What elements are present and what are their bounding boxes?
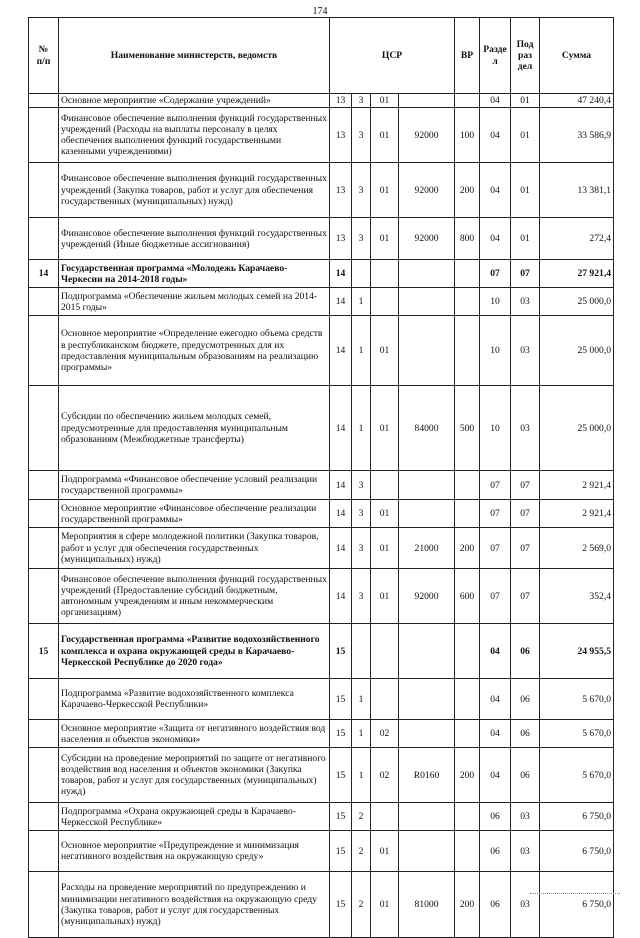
- csr-direction: [399, 500, 455, 528]
- row-razdel: 07: [480, 260, 511, 288]
- row-podrazdel: 01: [511, 108, 540, 163]
- table-row: [29, 288, 614, 316]
- row-sum: 6 750,0: [540, 872, 614, 938]
- row-name: Субсидии по обеспечению жильем молодых семей, предусмотренные для предоставления муниципальным образованиям (Межбюджетные трансферты): [59, 386, 330, 471]
- csr-event: [371, 803, 399, 831]
- csr-program: 14: [330, 500, 352, 528]
- csr-program: 15: [330, 803, 352, 831]
- row-vr: [455, 624, 480, 679]
- row-sum: 2 569,0: [540, 528, 614, 569]
- csr-direction: 92000: [399, 218, 455, 260]
- row-sum: 5 670,0: [540, 748, 614, 803]
- csr-program: 15: [330, 831, 352, 872]
- row-name: Финансовое обеспечение выполнения функций государственных учреждений (Закупка товаров, работ и услуг для обеспечения государственных (муниципальных) нужд): [59, 163, 330, 218]
- row-razdel: 06: [480, 831, 511, 872]
- csr-program: 14: [330, 386, 352, 471]
- csr-event: 01: [371, 500, 399, 528]
- row-name: Финансовое обеспечение выполнения функций государственных учреждений (Иные бюджетные ассигнования): [59, 218, 330, 260]
- row-number: 15: [29, 624, 59, 679]
- row-name: Государственная программа «Развитие водохозяйственного комплекса и охрана окружающей среды в Карачаево-Черкесской Республике до 2020 года»: [59, 624, 330, 679]
- table-row: [29, 500, 614, 528]
- row-razdel: 06: [480, 803, 511, 831]
- row-vr: [455, 288, 480, 316]
- csr-event: [371, 288, 399, 316]
- row-podrazdel: 01: [511, 94, 540, 108]
- csr-event: 01: [371, 316, 399, 386]
- csr-direction: 92000: [399, 569, 455, 624]
- csr-direction: [399, 94, 455, 108]
- csr-subprogram: [352, 624, 371, 679]
- row-razdel: 04: [480, 748, 511, 803]
- csr-subprogram: 3: [352, 471, 371, 500]
- row-sum: 25 000,0: [540, 316, 614, 386]
- row-sum: 352,4: [540, 569, 614, 624]
- row-razdel: 04: [480, 108, 511, 163]
- csr-direction: 81000: [399, 872, 455, 938]
- csr-event: 01: [371, 872, 399, 938]
- csr-program: 15: [330, 679, 352, 720]
- csr-direction: [399, 624, 455, 679]
- csr-subprogram: 2: [352, 831, 371, 872]
- csr-program: 14: [330, 260, 352, 288]
- row-number: [29, 803, 59, 831]
- csr-event: 02: [371, 748, 399, 803]
- csr-program: 13: [330, 108, 352, 163]
- row-razdel: 04: [480, 679, 511, 720]
- row-sum: 24 955,5: [540, 624, 614, 679]
- row-sum: 2 921,4: [540, 471, 614, 500]
- csr-subprogram: 2: [352, 872, 371, 938]
- row-number: [29, 94, 59, 108]
- header-podrazdel: Под раз дел: [511, 18, 540, 94]
- row-number: [29, 218, 59, 260]
- table-row: [29, 316, 614, 386]
- csr-event: [371, 471, 399, 500]
- row-razdel: 10: [480, 386, 511, 471]
- row-razdel: 07: [480, 569, 511, 624]
- csr-event: 01: [371, 528, 399, 569]
- row-vr: 800: [455, 218, 480, 260]
- csr-subprogram: 3: [352, 528, 371, 569]
- row-sum: 5 670,0: [540, 679, 614, 720]
- row-number: [29, 528, 59, 569]
- row-vr: [455, 803, 480, 831]
- row-vr: [455, 471, 480, 500]
- csr-program: 14: [330, 528, 352, 569]
- csr-subprogram: 1: [352, 288, 371, 316]
- table-row: [29, 624, 614, 679]
- row-sum: 33 586,9: [540, 108, 614, 163]
- row-podrazdel: 07: [511, 528, 540, 569]
- row-vr: 600: [455, 569, 480, 624]
- row-razdel: 10: [480, 288, 511, 316]
- row-podrazdel: 01: [511, 163, 540, 218]
- csr-event: 02: [371, 720, 399, 748]
- row-razdel: 07: [480, 500, 511, 528]
- row-vr: 200: [455, 872, 480, 938]
- table-body: [29, 94, 614, 938]
- header-name: Наименование министерств, ведомств: [59, 18, 330, 94]
- row-podrazdel: 03: [511, 288, 540, 316]
- row-podrazdel: 01: [511, 218, 540, 260]
- row-razdel: 04: [480, 624, 511, 679]
- csr-direction: [399, 471, 455, 500]
- csr-program: 15: [330, 872, 352, 938]
- row-podrazdel: 07: [511, 569, 540, 624]
- csr-subprogram: 1: [352, 386, 371, 471]
- csr-direction: 21000: [399, 528, 455, 569]
- row-number: [29, 569, 59, 624]
- row-podrazdel: 03: [511, 831, 540, 872]
- row-razdel: 07: [480, 528, 511, 569]
- row-razdel: 06: [480, 872, 511, 938]
- row-name: Финансовое обеспечение выполнения функций государственных учреждений (Расходы на выплаты персоналу в целях обеспечения выполнения функций государственными казенными учреждениями): [59, 108, 330, 163]
- table-row: [29, 569, 614, 624]
- table-row: [29, 108, 614, 163]
- row-sum: 6 750,0: [540, 803, 614, 831]
- table-row: [29, 679, 614, 720]
- csr-subprogram: 1: [352, 748, 371, 803]
- row-razdel: 04: [480, 720, 511, 748]
- row-razdel: 04: [480, 218, 511, 260]
- table-row: [29, 260, 614, 288]
- row-name: Основное мероприятие «Защита от негативного воздействия вод населения и объектов экономики»: [59, 720, 330, 748]
- csr-program: 14: [330, 471, 352, 500]
- row-vr: [455, 679, 480, 720]
- table-row: [29, 218, 614, 260]
- row-number: [29, 316, 59, 386]
- csr-subprogram: 1: [352, 720, 371, 748]
- row-vr: 100: [455, 108, 480, 163]
- row-name: Подпрограмма «Охрана окружающей среды в Карачаево-Черкесской Республике»: [59, 803, 330, 831]
- row-razdel: 07: [480, 471, 511, 500]
- row-podrazdel: 07: [511, 260, 540, 288]
- row-podrazdel: 06: [511, 624, 540, 679]
- table-row: [29, 471, 614, 500]
- page-number: 174: [312, 6, 328, 17]
- row-vr: [455, 720, 480, 748]
- row-sum: 25 000,0: [540, 288, 614, 316]
- scan-artifact: [530, 893, 620, 896]
- row-sum: 13 381,1: [540, 163, 614, 218]
- row-name: Финансовое обеспечение выполнения функций государственных учреждений (Предоставление субсидий бюджетным, автономным учреждениям и иным некоммерческим организациям): [59, 569, 330, 624]
- csr-subprogram: 3: [352, 218, 371, 260]
- table-row: [29, 831, 614, 872]
- header-num: № п/п: [29, 18, 59, 94]
- row-vr: [455, 94, 480, 108]
- header-csr: ЦСР: [330, 18, 455, 94]
- row-number: [29, 679, 59, 720]
- row-vr: 500: [455, 386, 480, 471]
- csr-direction: [399, 803, 455, 831]
- table-row: [29, 163, 614, 218]
- csr-program: 15: [330, 624, 352, 679]
- csr-program: 13: [330, 94, 352, 108]
- header-summa: Сумма: [540, 18, 614, 94]
- row-podrazdel: 06: [511, 748, 540, 803]
- row-number: [29, 163, 59, 218]
- row-number: [29, 500, 59, 528]
- row-name: Государственная программа «Молодежь Карачаево-Черкесии на 2014-2018 годы»: [59, 260, 330, 288]
- table-row: [29, 386, 614, 471]
- row-name: Мероприятия в сфере молодежной политики (Закупка товаров, работ и услуг для обеспечения государственных (муниципальных) нужд): [59, 528, 330, 569]
- row-razdel: 10: [480, 316, 511, 386]
- csr-program: 13: [330, 163, 352, 218]
- csr-direction: [399, 288, 455, 316]
- row-sum: 25 000,0: [540, 386, 614, 471]
- row-name: Основное мероприятие «Определение ежегодно объема средств в республиканском бюджете, предусмотренных для их предоставления муниципальным образованиям на реализацию программы»: [59, 316, 330, 386]
- csr-direction: [399, 831, 455, 872]
- row-number: [29, 386, 59, 471]
- row-number: [29, 720, 59, 748]
- csr-subprogram: 1: [352, 316, 371, 386]
- csr-event: 01: [371, 386, 399, 471]
- row-sum: 27 921,4: [540, 260, 614, 288]
- row-number: [29, 108, 59, 163]
- csr-event: [371, 624, 399, 679]
- table-header-row: [29, 18, 614, 94]
- csr-event: [371, 260, 399, 288]
- row-razdel: 04: [480, 163, 511, 218]
- row-name: Субсидии на проведение мероприятий по защите от негативного воздействия вод населения и объектов экономики (Закупка товаров, работ и услуг для государственных (муниципальных) нужд): [59, 748, 330, 803]
- budget-table: [28, 17, 614, 938]
- csr-program: 15: [330, 748, 352, 803]
- row-sum: 47 240,4: [540, 94, 614, 108]
- row-number: [29, 831, 59, 872]
- row-vr: [455, 831, 480, 872]
- table-row: [29, 94, 614, 108]
- row-vr: 200: [455, 748, 480, 803]
- row-number: 14: [29, 260, 59, 288]
- csr-subprogram: 1: [352, 679, 371, 720]
- csr-direction: 92000: [399, 108, 455, 163]
- row-podrazdel: 03: [511, 872, 540, 938]
- row-podrazdel: 06: [511, 679, 540, 720]
- csr-subprogram: 3: [352, 108, 371, 163]
- table-row: [29, 528, 614, 569]
- row-razdel: 04: [480, 94, 511, 108]
- csr-subprogram: [352, 260, 371, 288]
- row-podrazdel: 06: [511, 720, 540, 748]
- row-podrazdel: 07: [511, 471, 540, 500]
- row-vr: 200: [455, 163, 480, 218]
- csr-direction: [399, 260, 455, 288]
- row-sum: 6 750,0: [540, 831, 614, 872]
- csr-program: 15: [330, 720, 352, 748]
- row-podrazdel: 03: [511, 316, 540, 386]
- row-number: [29, 471, 59, 500]
- csr-program: 13: [330, 218, 352, 260]
- table-row: [29, 748, 614, 803]
- csr-subprogram: 3: [352, 500, 371, 528]
- row-name: Расходы на проведение мероприятий по предупреждению и минимизации негативного воздействия на окружающую среду (Закупка товаров, работ и услуг для государственных (муниципальных) нужд): [59, 872, 330, 938]
- row-vr: 200: [455, 528, 480, 569]
- csr-direction: [399, 679, 455, 720]
- csr-event: 01: [371, 569, 399, 624]
- csr-subprogram: 2: [352, 803, 371, 831]
- csr-direction: [399, 316, 455, 386]
- csr-program: 14: [330, 288, 352, 316]
- csr-event: 01: [371, 108, 399, 163]
- csr-program: 14: [330, 316, 352, 386]
- csr-subprogram: 3: [352, 163, 371, 218]
- row-name: Подпрограмма «Развитие водохозяйственного комплекса Карачаево-Черкесской Республики»: [59, 679, 330, 720]
- header-razdel: Разде л: [480, 18, 511, 94]
- row-podrazdel: 07: [511, 500, 540, 528]
- csr-direction: [399, 720, 455, 748]
- row-name: Основное мероприятие «Финансовое обеспечение реализации государственной программы»: [59, 500, 330, 528]
- csr-direction: R0160: [399, 748, 455, 803]
- csr-event: 01: [371, 163, 399, 218]
- row-name: Подпрограмма «Финансовое обеспечение условий реализации государственной программы»: [59, 471, 330, 500]
- row-name: Основное мероприятие «Предупреждение и минимизация негативного воздействия на окружающую среду»: [59, 831, 330, 872]
- csr-event: 01: [371, 218, 399, 260]
- header-vr: ВР: [455, 18, 480, 94]
- table-row: [29, 720, 614, 748]
- csr-direction: 92000: [399, 163, 455, 218]
- row-sum: 2 921,4: [540, 500, 614, 528]
- csr-direction: 84000: [399, 386, 455, 471]
- row-name: Подпрограмма «Обеспечение жильем молодых семей на 2014-2015 годы»: [59, 288, 330, 316]
- row-number: [29, 748, 59, 803]
- row-podrazdel: 03: [511, 803, 540, 831]
- table-row: [29, 803, 614, 831]
- row-name: Основное мероприятие «Содержание учреждений»: [59, 94, 330, 108]
- row-vr: [455, 316, 480, 386]
- csr-subprogram: 3: [352, 94, 371, 108]
- csr-event: 01: [371, 94, 399, 108]
- row-sum: 5 670,0: [540, 720, 614, 748]
- row-sum: 272,4: [540, 218, 614, 260]
- row-vr: [455, 260, 480, 288]
- row-podrazdel: 03: [511, 386, 540, 471]
- row-vr: [455, 500, 480, 528]
- csr-subprogram: 3: [352, 569, 371, 624]
- csr-program: 14: [330, 569, 352, 624]
- row-number: [29, 288, 59, 316]
- csr-event: 01: [371, 831, 399, 872]
- csr-event: [371, 679, 399, 720]
